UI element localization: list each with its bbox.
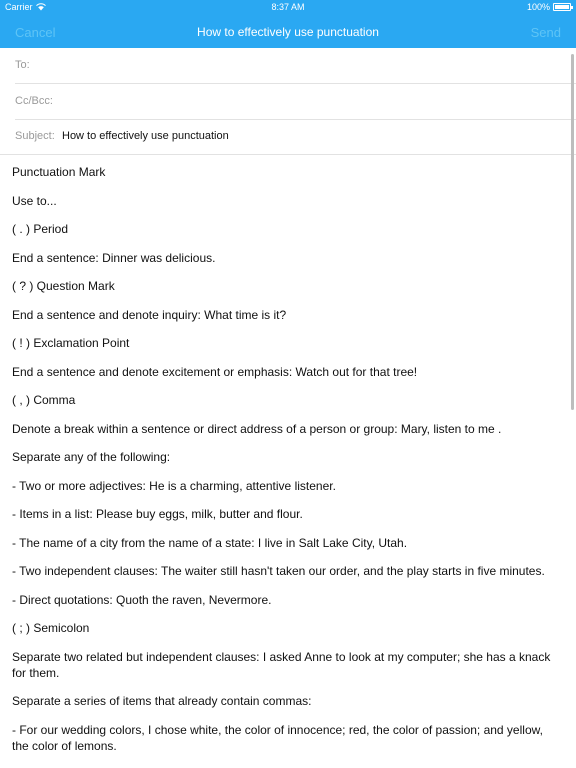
status-time: 8:37 AM bbox=[271, 2, 305, 12]
body-paragraph: End a sentence and denote excitement or emphasis: Watch out for that tree! bbox=[12, 364, 418, 379]
status-bar bbox=[0, 0, 576, 16]
body-paragraph: - Direct quotations: Quoth the raven, Nevermore. bbox=[12, 592, 272, 607]
subject-value[interactable]: How to effectively use punctuation bbox=[62, 130, 229, 142]
battery-indicator bbox=[527, 2, 571, 12]
body-paragraph: ( ? ) Question Mark bbox=[12, 279, 115, 293]
navigation-bar bbox=[0, 16, 576, 48]
body-paragraph: Denote a break within a sentence or direct address of a person or group: Mary, listen to me . bbox=[12, 421, 502, 436]
body-paragraph: - For our wedding colors, I chose white, the color of innocence; red, the color of passion; and yellow, the color of lemons. bbox=[12, 722, 543, 753]
carrier-label: Carrier bbox=[5, 2, 33, 12]
send-button[interactable]: Send bbox=[530, 25, 561, 40]
body-paragraph: - Items in a list: Please buy eggs, milk, butter and flour. bbox=[12, 507, 303, 521]
subject-field[interactable] bbox=[0, 119, 576, 154]
body-paragraph: ( ! ) Exclamation Point bbox=[12, 336, 130, 350]
divider bbox=[0, 154, 576, 155]
to-label: To: bbox=[15, 59, 30, 71]
body-paragraph: ( ; ) Semicolon bbox=[12, 621, 90, 635]
body-paragraph: Separate a series of items that already contain commas: bbox=[12, 694, 312, 708]
subject-label: Subject: bbox=[15, 130, 55, 142]
body-paragraph: - The name of a city from the name of a state: I live in Salt Lake City, Utah. bbox=[12, 535, 408, 550]
scrollbar[interactable] bbox=[571, 54, 574, 410]
body-paragraph: Separate two related but independent clauses: I asked Anne to look at my computer; she has a knack for them. bbox=[12, 649, 551, 680]
body-paragraph: - Two independent clauses: The waiter still hasn't taken our order, and the play starts in five minutes. bbox=[12, 564, 545, 578]
body-paragraph: ( . ) Period bbox=[12, 222, 69, 236]
battery-percent: 100% bbox=[526, 2, 550, 12]
body-paragraph: Use to... bbox=[12, 193, 57, 208]
body-paragraph: - Two or more adjectives: He is a charming, attentive listener. bbox=[12, 478, 336, 493]
body-paragraph: Separate any of the following: bbox=[12, 450, 171, 464]
body-paragraph: ( , ) Comma bbox=[12, 393, 76, 407]
body-paragraph: End a sentence and denote inquiry: What time is it? bbox=[12, 307, 287, 322]
body-paragraph: Punctuation Mark bbox=[12, 165, 106, 179]
cc-bcc-label: Cc/Bcc: bbox=[15, 95, 53, 107]
cc-bcc-field[interactable] bbox=[0, 84, 576, 119]
cancel-button[interactable]: Cancel bbox=[15, 25, 56, 40]
body-paragraph: End a sentence: Dinner was delicious. bbox=[12, 250, 216, 265]
to-field[interactable] bbox=[0, 48, 576, 83]
battery-icon bbox=[553, 3, 571, 11]
message-body[interactable] bbox=[12, 164, 557, 766]
nav-title: How to effectively use punctuation bbox=[197, 25, 379, 39]
